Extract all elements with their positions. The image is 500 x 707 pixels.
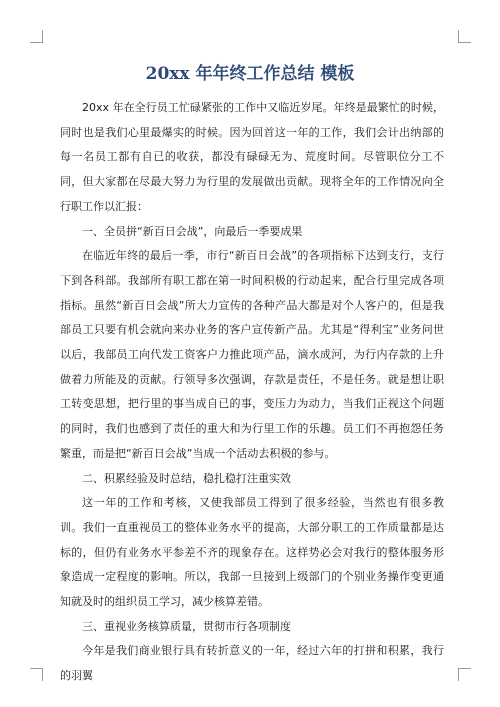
document-body — [60, 96, 444, 689]
crop-mark-top-left — [30, 30, 43, 43]
paragraph-section-2: 这一年的工作和考核，又使我部员工得到了很多经验，当然也有很多教训。我们一直重视员工的整体业务水平的提高，大部分职工的工作质量都是达标的，但仍有业务水平参差不齐的现象存在。这样势必会对我行的整体服务形象造成一定程度的影响。所以，我部一旦接到上级部门的个别业务操作变更通知就及时的组织员工学习，减少核算差错。 — [60, 496, 444, 609]
section-heading-3: 三、重视业务核算质量，贯彻市行各项制度 — [82, 619, 291, 633]
crop-mark-bottom-right — [458, 668, 471, 681]
section-heading-2: 二、积累经验及时总结，稳扎稳打注重实效 — [82, 471, 291, 485]
document-title: 20xx 年年终工作总结 模板 — [145, 64, 355, 84]
crop-mark-top-right — [458, 30, 471, 43]
section-heading-1: 一、全员拼“新百日会战”，向最后一季要成果 — [82, 224, 303, 238]
paragraph-section-1: 在临近年终的最后一季，市行“新百日会战”的各项指标下达到支行，支行下到各科部。我部所有职工都在第一时间积极的行动起来，配合行里完成各项指标。虽然“新百日会战”所大力宣传的各种产品大都是对个人客户的，但是我部员工只要有机会就向来办业务的客户宣传新产品。尤其是“得利宝”业务问世以后，我部员工向代发工资客户力推此项产品，滴水成河，为行内存款的上升做着力所能及的贡献。行领导多次强调，存款是责任，不是任务。就是想让职工转变思想，把行里的事当成自已的事，变压力为动力，当我们正视这个问题的同时，我们也感到了责任的重大和为行里工作的乐趣。员工们不再抱怨任务繁重，而是把“新百日会战”当成一个活动去积极的参与。 — [60, 249, 444, 460]
crop-mark-bottom-left — [30, 668, 43, 681]
paragraph-intro: 20xx 年在全行员工忙碌紧张的工作中又临近岁尾。年终是最繁忙的时候，同时也是我们心里最爆实的时候。因为回首这一年的工作，我们会计出纳部的每一名员工都有自已的收获，都没有碌碌无为、荒度时间。尽管职位分工不同，但大家都在尽最大努力为行里的发展做出贡献。现将全年的工作情况向全行职工作以汇报： — [60, 101, 444, 213]
paragraph-section-3: 今年是我们商业银行具有转折意义的一年，经过六年的打拼和积累，我行的羽翼 — [60, 644, 444, 683]
